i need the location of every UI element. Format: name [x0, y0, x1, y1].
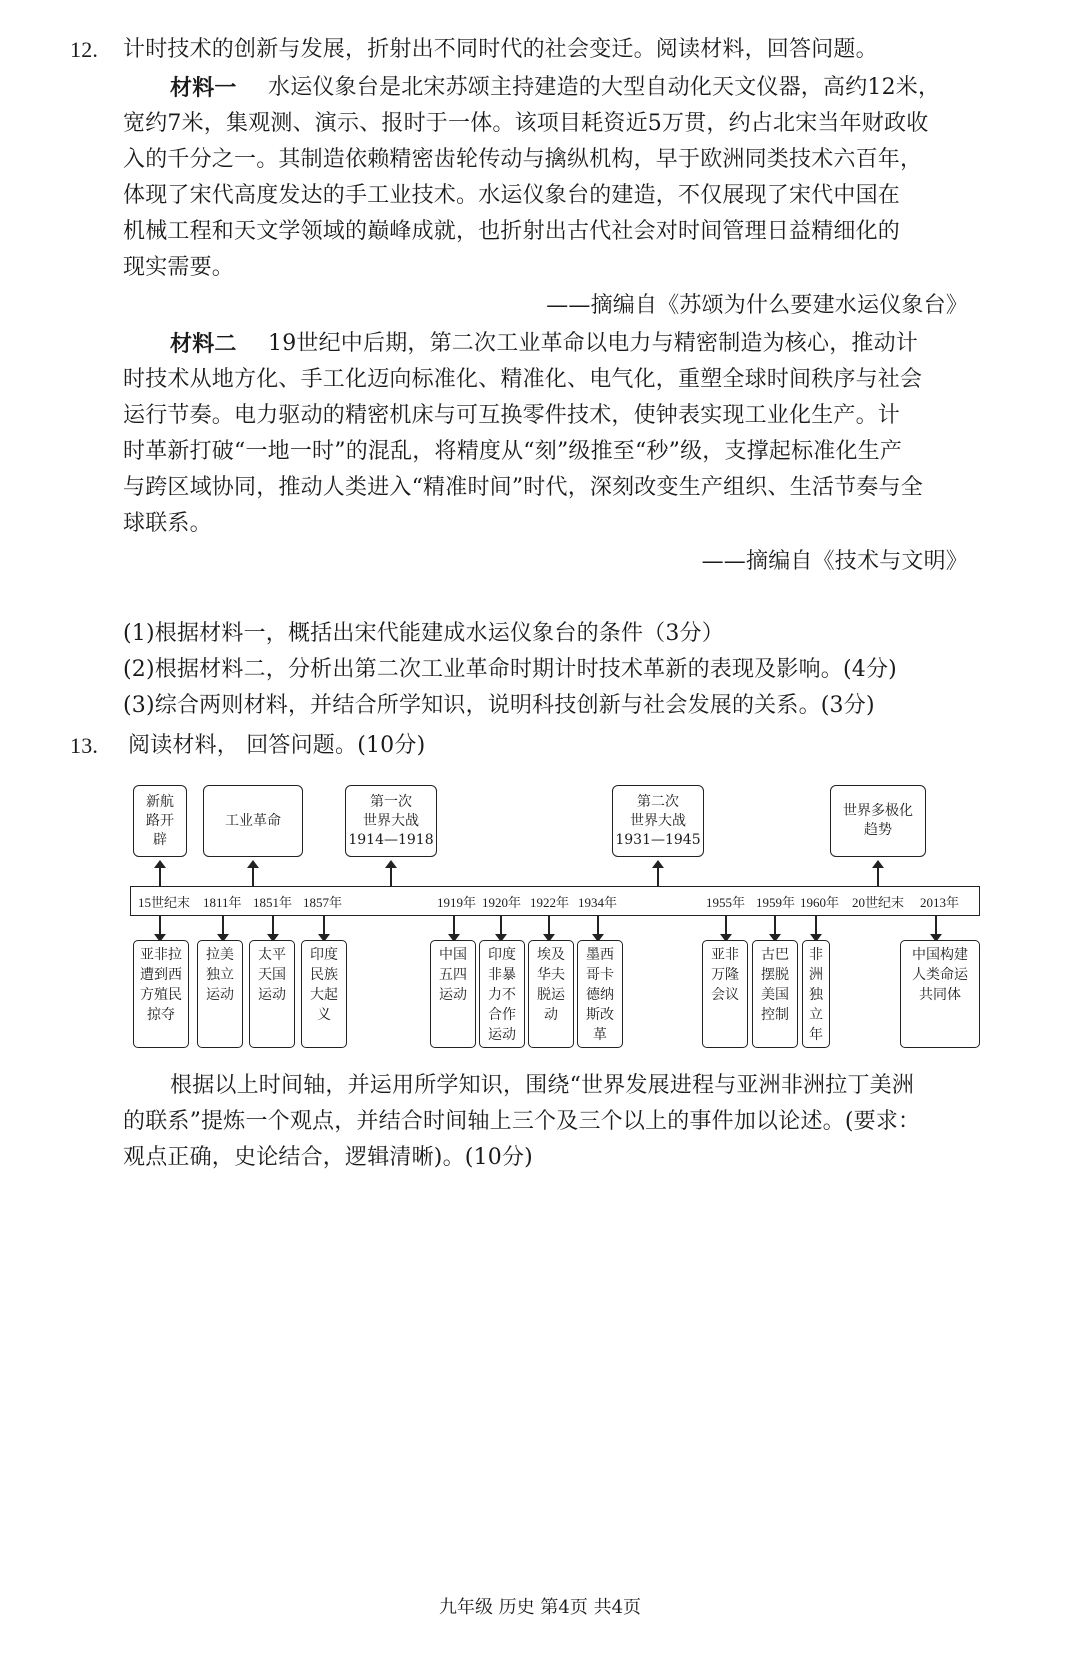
material-1-line: 入的千分之一。其制造依赖精密齿轮传动与擒纵机构，早于欧洲同类技术六百年， [123, 147, 923, 172]
timeline-bottom-event: 太平 天国 运动 [249, 940, 295, 1048]
sub-question-2: (2)根据材料二，分析出第二次工业革命时期计时技术革新的表现及影响。(4分) [123, 657, 897, 682]
material-2-line: 时革新打破“一地一时”的混乱，将精度从“刻”级推至“秒”级，支撑起标准化生产 [123, 439, 903, 464]
timeline-down-arrow [222, 916, 224, 936]
timeline-down-arrow [548, 916, 550, 936]
timeline-bottom-event: 亚非拉 遭到西 方殖民 掠夺 [133, 940, 189, 1048]
material-1-source: ——摘编自《苏颂为什么要建水运仪象台》 [546, 293, 968, 318]
timeline-date: 1955年 [706, 895, 746, 910]
timeline-top-event: 新航 路开 辟 [133, 785, 187, 857]
q12-number: 12. [70, 37, 99, 62]
q13-prompt-line: 根据以上时间轴，并运用所学知识，围绕“世界发展进程与亚洲非洲拉丁美洲 [170, 1073, 915, 1098]
timeline-down-arrow [815, 916, 817, 936]
material-1-label: 材料一 [170, 75, 237, 101]
timeline-bottom-event: 古巴 摆脱 美国 控制 [752, 940, 798, 1048]
material-1-line: 体现了宋代高度发达的手工业技术。水运仪象台的建造，不仅展现了宋代中国在 [123, 183, 901, 208]
timeline-down-arrow [774, 916, 776, 936]
timeline-top-event: 第一次 世界大战 1914—1918 [345, 785, 437, 857]
timeline-down-arrow [725, 916, 727, 936]
material-2-line: 球联系。 [123, 511, 212, 536]
timeline-date: 2013年 [920, 895, 960, 910]
timeline-date: 15世纪末 [138, 895, 191, 910]
material-1-line: 现实需要。 [123, 255, 235, 280]
timeline-top-event: 世界多极化 趋势 [830, 785, 926, 857]
timeline-date: 1960年 [800, 895, 840, 910]
material-2-line: 19世纪中后期，第二次工业革命以电力与精密制造为核心，推动计 [268, 331, 918, 356]
timeline-bottom-event: 亚非 万隆 会议 [702, 940, 748, 1048]
sub-question-3: (3)综合两则材料，并结合所学知识，说明科技创新与社会发展的关系。(3分) [123, 693, 875, 718]
material-2-line: 时技术从地方化、手工化迈向标准化、精准化、电气化，重塑全球时间秩序与社会 [123, 367, 923, 392]
timeline-top-event: 工业革命 [203, 785, 303, 857]
timeline-date: 1934年 [578, 895, 618, 910]
timeline-bottom-event: 墨西 哥卡 德纳 斯改 革 [577, 940, 623, 1048]
timeline-top-event: 第二次 世界大战 1931—1945 [612, 785, 704, 857]
material-2-source: ——摘编自《技术与文明》 [701, 549, 968, 574]
sub-question-1: (1)根据材料一，概括出宋代能建成水运仪象台的条件（3分） [123, 621, 724, 646]
timeline-bottom-event: 非 洲 独 立 年 [802, 940, 830, 1048]
material-2-label: 材料二 [170, 331, 237, 357]
material-1-line: 机械工程和天文学领域的巅峰成就，也折射出古代社会对时间管理日益精细化的 [123, 219, 901, 244]
timeline-bottom-event: 中国构建 人类命运 共同体 [900, 940, 980, 1048]
q13-number: 13. [70, 733, 99, 758]
timeline-date: 20世纪末 [852, 895, 905, 910]
material-1-line: 水运仪象台是北宋苏颂主持建造的大型自动化天文仪器，高约12米， [268, 75, 941, 100]
timeline-up-arrow [159, 866, 161, 886]
q13-stem: 阅读材料， 回答问题。(10分) [128, 733, 426, 758]
q13-prompt-line: 的联系”提炼一个观点，并结合时间轴上三个及三个以上的事件加以论述。(要求： [123, 1109, 921, 1134]
material-2-line: 运行节奏。电力驱动的精密机床与可互换零件技术，使钟表实现工业化生产。计 [123, 403, 901, 428]
timeline-up-arrow [390, 866, 392, 886]
timeline-down-arrow [935, 916, 937, 936]
timeline-bottom-event: 印度 民族 大起 义 [301, 940, 347, 1048]
timeline-date: 1959年 [756, 895, 796, 910]
timeline-date: 1857年 [303, 895, 343, 910]
timeline-down-arrow [159, 916, 161, 936]
timeline-bottom-event: 中国 五四 运动 [430, 940, 476, 1048]
timeline-down-arrow [597, 916, 599, 936]
timeline-date: 1919年 [437, 895, 477, 910]
timeline-down-arrow [453, 916, 455, 936]
timeline-down-arrow [272, 916, 274, 936]
timeline-bottom-event: 印度 非暴 力不 合作 运动 [479, 940, 525, 1048]
timeline-down-arrow [500, 916, 502, 936]
timeline-up-arrow [252, 866, 254, 886]
timeline-up-arrow [657, 866, 659, 886]
timeline-date: 1920年 [482, 895, 522, 910]
timeline-date: 1811年 [203, 895, 242, 910]
timeline-date: 1922年 [530, 895, 570, 910]
timeline-date: 1851年 [253, 895, 293, 910]
material-2-line: 与跨区域协同，推动人类进入“精准时间”时代，深刻改变生产组织、生活节奏与全 [123, 475, 923, 500]
timeline-up-arrow [877, 866, 879, 886]
timeline-bottom-event: 埃及 华夫 脱运 动 [528, 940, 574, 1048]
material-1-line: 宽约7米，集观测、演示、报时于一体。该项目耗资近5万贯，约占北宋当年财政收 [123, 111, 929, 136]
q12-stem: 计时技术的创新与发展，折射出不同时代的社会变迁。阅读材料，回答问题。 [123, 37, 878, 62]
timeline-down-arrow [323, 916, 325, 936]
timeline-bottom-event: 拉美 独立 运动 [197, 940, 243, 1048]
q13-prompt-line: 观点正确，史论结合，逻辑清晰)。(10分) [123, 1145, 533, 1170]
page-footer: 九年级 历史 第4页 共4页 [438, 1597, 642, 1618]
